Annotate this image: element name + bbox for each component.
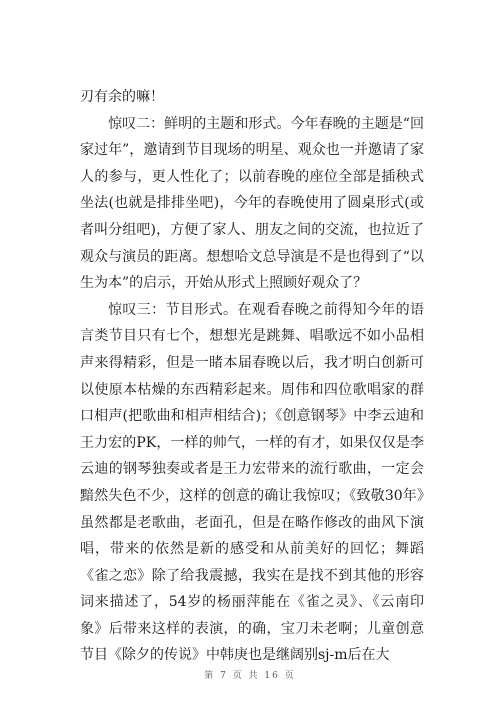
page-number-footer: 第 7 页 共 16 页 <box>204 671 296 681</box>
document-body <box>80 84 424 669</box>
paragraph-theme-and-form: 惊叹二：鲜明的主题和形式。今年春晚的主题是“回家过年”，邀请到节目现场的明星、观众也一并邀请了家人的参与，更人性化了；以前春晚的座位全部是插秧式坐法(也就是排排坐吧)，今年的春晚使用了圆桌形式(或者叫分组吧)，方便了家人、朋友之间的交流，也拉近了观众与演员的距离。想想哈文总导演是不是也得到了“以生为本”的启示，开始从形式上照顾好观众了？ <box>80 115 424 292</box>
paragraph-program-form: 惊叹三：节目形式。在观看春晚之前得知今年的语言类节目只有七个，想想光是跳舞、唱歌远不如小品相声来得精彩，但是一睹本届春晚以后，我才明白创新可以使原本枯燥的东西精彩起来。周伟和四位歌唱家的群口相声(把歌曲和相声相结合)；《创意钢琴》中李云迪和王力宏的PK，一样的帅气，一样的有才，如果仅仅是李云迪的钢琴独奏或者是王力宏带来的流行歌曲，一定会黯然失色不少，这样的创意的确让我惊叹；《致敬30年》虽然都是老歌曲，老面孔，但是在略作修改的曲风下演唱，带来的依然是新的感受和从前美好的回忆；舞蹈《雀之恋》除了给我震撼，我实在是找不到其他的形容词来描述了，54岁的杨丽萍能在《雀之灵》、《云南印象》后带来这样的表演，的确，宝刀未老啊；儿童创意节目《除夕的传说》中韩庚也是继阔别sj-m后在大 <box>80 301 424 664</box>
paragraph-continuation: 刃有余的嘛！ <box>80 89 164 105</box>
